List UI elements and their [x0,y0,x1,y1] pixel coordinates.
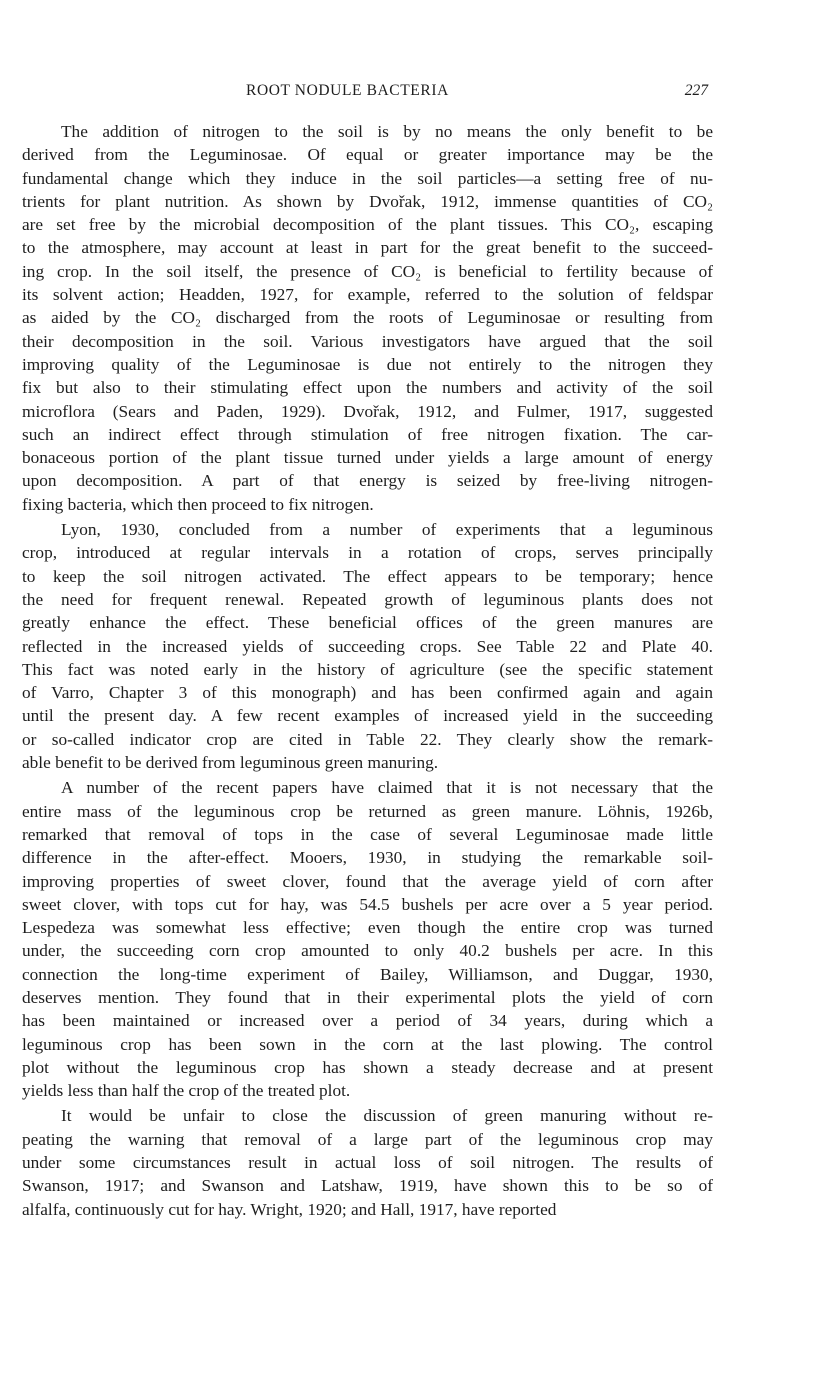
text-line: until the present day. A few recent examples of increased yield in the succeeding [22,706,713,726]
text-line: under some circumstances result in actual loss of soil nitrogen. The results of [22,1153,713,1173]
text-line: crop, introduced at regular intervals in a rotation of crops, serves principally [22,543,713,563]
text-line: or so-called indicator crop are cited in Table 22. They clearly show the remark- [22,729,713,749]
running-title: ROOT NODULE BACTERIA [246,82,449,99]
paragraph [22,120,713,516]
text-line: The addition of nitrogen to the soil is by no means the only benefit to be [61,122,713,141]
body-text [22,120,713,1221]
text-line: to keep the soil nitrogen activated. The effect appears to be temporary; hence [22,566,713,586]
text-line: leguminous crop has been sown in the corn at the last plowing. The control [22,1034,713,1054]
paragraph [22,518,713,774]
text-line: sweet clover, with tops cut for hay, was 54.5 bushels per acre over a 5 year period. [22,894,713,914]
text-line: of Varro, Chapter 3 of this monograph) and has been confirmed again and again [22,683,713,703]
text-line: under, the succeeding corn crop amounted to only 40.2 bushels per acre. In this [22,941,713,961]
text-line: are set free by the microbial decomposition of the plant tissues. This CO₂, escaping [22,215,713,235]
text-line: derived from the Leguminosae. Of equal or greater importance may be the [22,145,713,165]
text-line: difference in the after-effect. Mooers, 1930, in studying the remarkable soil- [22,848,713,868]
text-line: improving quality of the Leguminosae is due not entirely to the nitrogen they [22,354,713,374]
text-line: their decomposition in the soil. Various investigators have argued that the soil [22,331,713,351]
page-number: 227 [684,82,708,99]
text-line: bonaceous portion of the plant tissue turned under yields a large amount of energy [22,448,713,468]
text-line: deserves mention. They found that in their experimental plots the yield of corn [22,987,713,1007]
text-line: ing crop. In the soil itself, the presence of CO₂ is beneficial to fertility because of [22,261,713,281]
text-line: connection the long-time experiment of Bailey, Williamson, and Duggar, 1930, [22,964,713,984]
text-line: the need for frequent renewal. Repeated growth of leguminous plants does not [22,589,713,609]
text-line: Lespedeza was somewhat less effective; even though the entire crop was turned [22,918,713,938]
text-line: entire mass of the leguminous crop be returned as green manure. Löhnis, 1926b, [22,801,713,821]
text-line: upon decomposition. A part of that energy is seized by free-living nitrogen- [22,471,713,491]
text-line: peating the warning that removal of a large part of the leguminous crop may [22,1129,713,1149]
text-line: reflected in the increased yields of succeeding crops. See Table 22 and Plate 40. [22,636,713,656]
text-line: Swanson, 1917; and Swanson and Latshaw, 1919, have shown this to be so of [22,1176,713,1196]
paragraph [22,1104,713,1220]
text-line: greatly enhance the effect. These beneficial offices of the green manures are [22,613,713,633]
text-line: to the atmosphere, may account at least in part for the great benefit to the succeed- [22,238,713,258]
text-line: has been maintained or increased over a period of 34 years, during which a [22,1011,713,1031]
text-line: yields less than half the crop of the treated plot. [22,1081,351,1101]
text-line: alfalfa, continuously cut for hay. Wright, 1920; and Hall, 1917, have reported [22,1199,557,1219]
paragraph [22,776,713,1102]
text-line: A number of the recent papers have claimed that it is not necessary that the [61,778,713,798]
text-line: fixing bacteria, which then proceed to fix nitrogen. [22,494,374,514]
page-header [0,82,828,106]
text-line: remarked that removal of tops in the case of several Leguminosae made little [22,824,713,844]
text-line: fix but also to their stimulating effect upon the numbers and activity of the soil [22,378,713,398]
text-line: its solvent action; Headden, 1927, for example, referred to the solution of feldspar [22,285,713,305]
text-line: such an indirect effect through stimulation of free nitrogen fixation. The car- [22,424,713,444]
text-line: able benefit to be derived from leguminous green manuring. [22,753,439,773]
text-line: trients for plant nutrition. As shown by Dvořak, 1912, immense quantities of CO₂ [22,191,713,211]
text-line: fundamental change which they induce in the soil particles—a setting free of nu- [22,168,713,188]
text-line: This fact was noted early in the history of agriculture (see the specific statement [22,659,713,679]
text-line: improving properties of sweet clover, found that the average yield of corn after [22,871,713,891]
text-line: microflora (Sears and Paden, 1929). Dvořak, 1912, and Fulmer, 1917, suggested [22,401,713,421]
text-line: as aided by the CO₂ discharged from the roots of Leguminosae or resulting from [22,308,713,328]
text-line: It would be unfair to close the discussion of green manuring without re- [61,1106,713,1126]
text-line: plot without the leguminous crop has shown a steady decrease and at present [22,1057,713,1077]
text-line: Lyon, 1930, concluded from a number of experiments that a leguminous [61,520,713,540]
